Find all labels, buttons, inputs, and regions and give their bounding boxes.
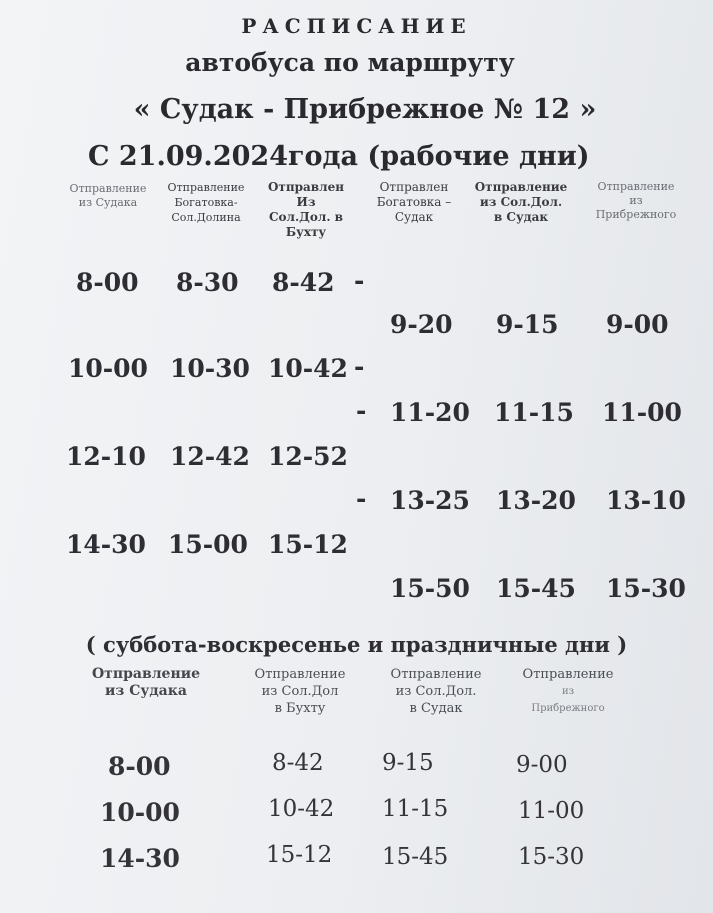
- weekday-time: 10-42: [268, 354, 348, 383]
- weekday-time: 9-20: [390, 310, 453, 339]
- weekday-time: 11-15: [494, 398, 574, 427]
- weekend-time: 9-15: [382, 750, 434, 776]
- weekday-time: 10-00: [68, 354, 148, 383]
- weekday-col-header-6: Отправление из Прибрежного: [595, 180, 677, 221]
- weekday-time: 10-30: [170, 354, 250, 383]
- weekday-time: 13-25: [390, 486, 470, 515]
- weekday-time: 12-42: [170, 442, 250, 471]
- no-departure-dash: -: [356, 484, 367, 513]
- weekend-time: 8-42: [272, 750, 324, 776]
- weekday-time: 15-00: [168, 530, 248, 559]
- weekend-time: 15-45: [382, 844, 449, 870]
- weekday-time: 15-45: [496, 574, 576, 603]
- weekday-time: 11-20: [390, 398, 470, 427]
- weekend-col-header-1: Отправление из Судака: [91, 666, 201, 699]
- weekend-time: 11-00: [518, 798, 585, 824]
- route-name: « Судак - Прибрежное № 12 »: [133, 94, 597, 125]
- weekday-col-header-1: Отправление из Судака: [69, 182, 147, 209]
- weekday-time: 13-10: [606, 486, 686, 515]
- weekday-time: 8-30: [176, 268, 239, 297]
- weekday-time: 8-00: [76, 268, 139, 297]
- weekday-time: 8-42: [272, 268, 335, 297]
- weekday-time: 15-30: [606, 574, 686, 603]
- weekday-time: 12-52: [268, 442, 348, 471]
- weekday-time: 15-12: [268, 530, 348, 559]
- no-departure-dash: -: [354, 266, 365, 295]
- weekend-time: 15-12: [266, 842, 333, 868]
- no-departure-dash: -: [354, 352, 365, 381]
- weekend-time: 10-42: [268, 796, 335, 822]
- document-subtitle: автобуса по маршруту: [185, 48, 515, 77]
- weekend-col-header-2: Отправление из Сол.Дол в Бухту: [254, 667, 346, 716]
- weekday-time: 11-00: [602, 398, 682, 427]
- weekend-col-header-3: Отправление из Сол.Дол. в Судак: [390, 667, 482, 716]
- weekend-time: 15-30: [518, 844, 585, 870]
- weekday-col-header-5: Отправление из Сол.Дол. в Судак: [474, 180, 568, 224]
- weekend-time: 11-15: [382, 796, 449, 822]
- no-departure-dash: -: [356, 396, 367, 425]
- weekend-time: 9-00: [516, 752, 568, 778]
- weekday-time: 12-10: [66, 442, 146, 471]
- weekend-time: 14-30: [100, 844, 180, 873]
- weekend-col-header-4: Отправление из Прибрежного: [522, 667, 614, 714]
- weekday-time: 9-15: [496, 310, 559, 339]
- weekend-time: 10-00: [100, 798, 180, 827]
- weekday-validity: С 21.09.2024года (рабочие дни): [88, 141, 590, 172]
- weekday-col-header-3: Отправлен Из Сол.Дол. в Бухту: [267, 180, 345, 239]
- weekday-time: 9-00: [606, 310, 669, 339]
- weekday-time: 13-20: [496, 486, 576, 515]
- weekday-col-header-4: Отправлен Богатовка – Судак: [376, 180, 452, 224]
- weekday-time: 14-30: [66, 530, 146, 559]
- weekend-heading: ( суббота-воскресенье и праздничные дни ): [85, 632, 628, 657]
- weekend-time: 8-00: [108, 752, 171, 781]
- document-title: РАСПИСАНИЕ: [241, 14, 472, 38]
- weekday-time: 15-50: [390, 574, 470, 603]
- weekday-col-header-2: Отправление Богатовка- Сол.Долина: [167, 181, 245, 224]
